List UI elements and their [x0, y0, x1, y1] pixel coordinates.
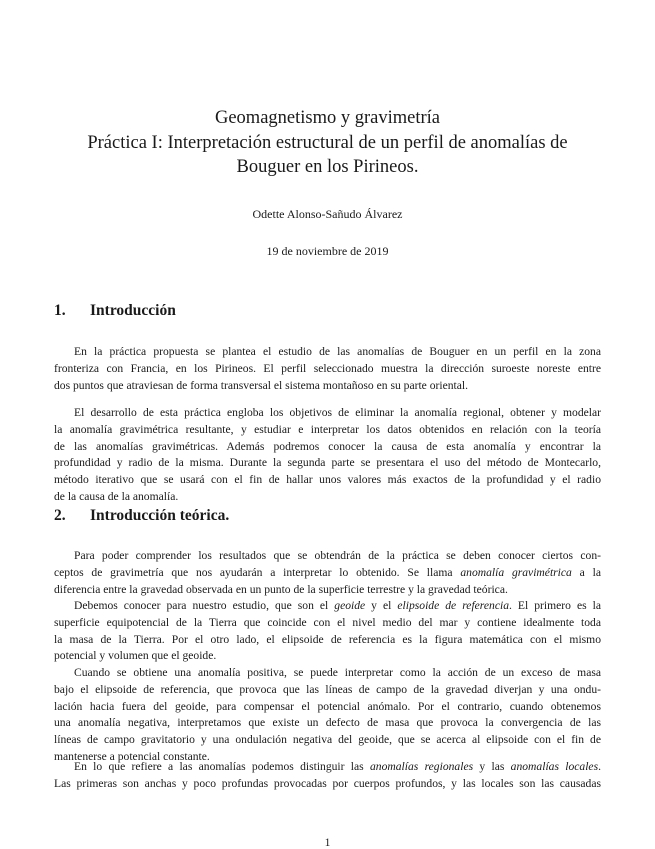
text-segment: Debemos conocer para nuestro estudio, que son el	[74, 599, 335, 612]
section-title: Introducción teórica.	[90, 507, 230, 524]
text-line	[54, 665, 601, 682]
text-line	[54, 682, 601, 699]
date: 19 de noviembre de 2019	[266, 244, 389, 258]
text-segment: de la causa de la anomalía.	[54, 489, 179, 503]
text-line	[54, 344, 601, 361]
section-number: 1.	[54, 302, 66, 319]
text-segment: En lo que refiere a las anomalías podemos distinguir las	[74, 760, 370, 773]
course-title: Geomagnetismo y gravimetría	[214, 108, 441, 128]
text-segment: a la	[571, 565, 601, 579]
paragraph	[54, 665, 601, 766]
text-segment: y las	[473, 760, 511, 773]
paragraph	[54, 598, 601, 665]
text-segment: Para poder comprender los resultados que se obtendrán de la práctica se deben conocer ciertos con-	[74, 549, 601, 562]
text-segment: diferencia entre la gravedad observada en un punto de la superficie terrestre y la gravedad teórica.	[54, 582, 508, 596]
text-segment: Las primeras son anchas y poco profundas provocadas por cuerpos profundos, y las locales son las causadas	[54, 776, 601, 790]
text-line	[54, 472, 601, 489]
emphasized-term: anomalía gravimétrica	[460, 565, 572, 579]
text-line	[54, 776, 601, 793]
text-segment: método iterativo que se usará con el fin de hallar unos valores más exactos de la profundidad y el radio	[54, 473, 601, 486]
document-title	[0, 106, 655, 180]
text-line	[54, 715, 601, 732]
text-line	[54, 598, 601, 615]
practice-title-continued: Bouguer en los Pirineos.	[236, 157, 419, 177]
text-line	[54, 422, 601, 439]
emphasized-term: anomalías locales	[510, 760, 599, 773]
text-line	[54, 582, 601, 599]
text-segment: fronteriza con Francia, en los Pirineos. El perfil seleccionado muestra la dirección suroeste noreste entre	[54, 361, 601, 375]
text-line	[54, 565, 601, 582]
text-segment: profundidad y radio de la misma. Durante la segunda parte se presentara el uso del método de Montecarlo,	[54, 456, 601, 470]
emphasized-term: geoide	[334, 599, 366, 612]
text-segment: .	[598, 760, 602, 773]
text-segment: una anomalía negativa, interpretamos que existe un defecto de masa que provoca la convergencia de las	[54, 716, 601, 730]
page-number: 1	[324, 836, 331, 849]
text-segment: potencial y volumen que el geoide.	[54, 649, 217, 663]
text-line	[54, 361, 601, 378]
practice-title: Práctica I: Interpretación estructural de un perfil de anomalías de	[87, 132, 568, 153]
emphasized-term: anomalías regionales	[369, 760, 474, 773]
section-number: 2.	[54, 507, 66, 524]
text-segment: dos puntos que atraviesan de forma transversal el sistema montañoso en su parte oriental.	[54, 378, 469, 392]
text-segment: En la práctica propuesta se plantea el estudio de las anomalías de Bouguer en un perfil en la zona	[74, 345, 601, 358]
text-line	[54, 732, 601, 749]
paragraph	[54, 344, 601, 394]
text-line	[54, 405, 601, 422]
text-line	[54, 699, 601, 716]
section-title: Introducción	[90, 302, 176, 319]
text-line	[54, 439, 601, 456]
text-line	[54, 489, 601, 506]
paragraph	[54, 548, 601, 598]
text-segment: la masa de la Tierra. Por el otro lado, el elipsoide de referencia es la figura matemática con el mismo	[54, 632, 601, 646]
text-segment: de las anomalías gravimétricas. Además podremos conocer la causa de esta anomalía y encontrar la	[54, 439, 601, 453]
text-segment: y el	[365, 599, 398, 612]
text-segment: líneas de campo gravitatorio y una ondulación negativa del geoide, que se acerca al elipsoide con el fin de	[54, 733, 601, 746]
text-segment: ceptos de gravimetría que nos ayudarán a interpretar lo obtenido. Se llama	[54, 565, 461, 579]
text-line	[54, 378, 601, 395]
text-segment: El desarrollo de esta práctica engloba los objetivos de eliminar la anomalía regional, obtener y modelar	[74, 406, 601, 419]
text-line	[54, 548, 601, 565]
author: Odette Alonso-Sañudo Álvarez	[252, 207, 403, 221]
text-segment: Cuando se obtiene una anomalía positiva, se puede interpretar como la acción de un exceso de masa	[74, 666, 601, 679]
text-line	[54, 615, 601, 632]
emphasized-term: elipsoide de referencia	[397, 599, 509, 612]
section-heading-1	[54, 302, 176, 320]
text-line	[54, 648, 601, 665]
text-segment: superficie equipotencial de la Tierra que coincide con el nivel medio del mar y contiene idealmente toda	[54, 615, 601, 629]
text-line	[54, 759, 601, 776]
paragraph	[54, 405, 601, 506]
section-heading-2	[54, 507, 229, 525]
text-segment: mantenerse a potencial constante.	[54, 749, 210, 763]
text-segment: la anomalía gravimétrica resultante, y estudiar e interpretar los datos obtenidos en relación con la teoría	[54, 422, 601, 436]
text-line	[54, 455, 601, 472]
text-line	[54, 632, 601, 649]
text-segment: lación hacia fuera del geoide, para compensar el potencial anómalo. Por el contrario, cuando obtenemos	[54, 699, 601, 713]
text-segment: . El primero es la	[509, 599, 601, 612]
text-segment: bajo el elipsoide de referencia, que provoca que las líneas de campo de la gravedad diverjan y una ondu-	[54, 682, 601, 696]
paragraph	[54, 759, 601, 793]
